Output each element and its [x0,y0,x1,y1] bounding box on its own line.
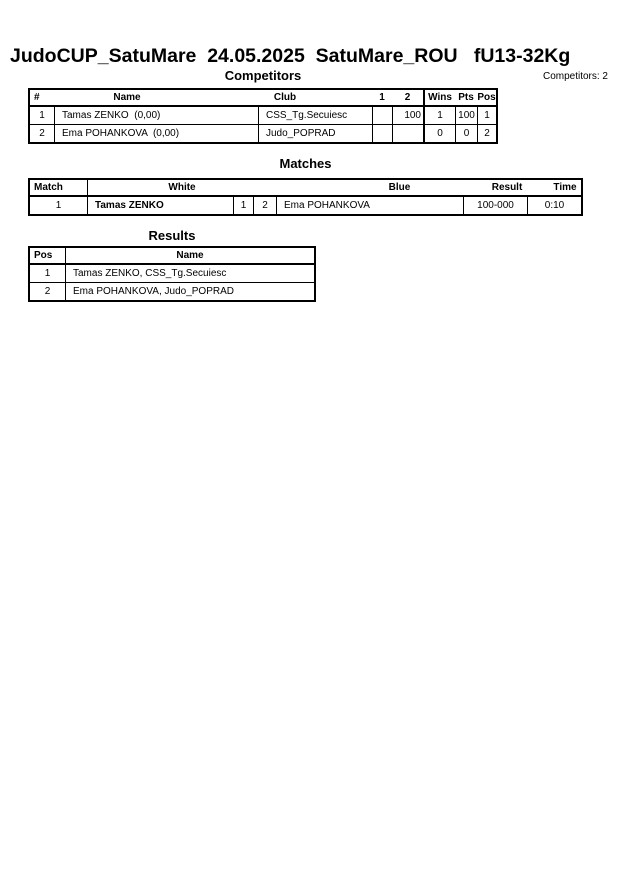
competitor-wins: 0 [423,125,455,142]
result-row [30,282,314,300]
competitor-row [30,107,496,124]
competitor-pts: 100 [455,107,477,124]
match-blue-number: 2 [253,197,276,214]
header-cell-club: Club [273,92,297,103]
header-cell-blue: Blue [388,182,411,193]
competitor-number: 1 [39,110,45,121]
matches-header-row [30,180,581,197]
header-cell-round2: 2 [404,92,411,103]
results-header-row [30,248,314,265]
match-blue-name: Ema POHANKOVA [276,197,463,214]
header-cell-white: White [87,180,276,195]
competitor-name: Ema POHANKOVA (0,00) [54,125,258,142]
header-cell-name: Name [113,92,141,103]
competitor-club: CSS_Tg.Secuiesc [258,107,372,124]
competitor-wins: 1 [423,107,455,124]
competitor-round2-score [392,125,423,142]
match-time: 0:10 [527,197,581,214]
header-cell-pts: Pts [458,92,474,103]
result-name: Tamas ZENKO, CSS_Tg.Secuiesc [65,265,314,282]
results-table [28,246,316,302]
result-pos: 1 [44,268,51,279]
match-row [30,197,581,214]
competitor-row [30,124,496,142]
match-white-number: 1 [233,197,253,214]
result-row [30,265,314,282]
competitor-pos: 2 [477,125,496,142]
result-pos: 2 [44,286,51,297]
header-cell-result: Result [491,182,523,193]
header-cell-number: # [34,92,40,103]
result-name: Ema POHANKOVA, Judo_POPRAD [65,283,314,300]
competitor-round2-score: 100 [392,107,423,124]
competitor-club: Judo_POPRAD [258,125,372,142]
competitors-header-row [30,90,496,107]
header-cell-round1: 1 [379,92,385,103]
competitor-name: Tamas ZENKO (0,00) [54,107,258,124]
competitor-pts: 0 [455,125,477,142]
matches-table [28,178,583,216]
competitors-count-label: Competitors: 2 [542,71,608,82]
page-title: JudoCUP_SatuMare 24.05.2025 SatuMare_ROU fU13-32Kg [10,45,571,67]
header-cell-name: Name [65,248,314,263]
match-number: 1 [55,200,62,211]
match-result: 100-000 [463,197,527,214]
competitor-pos: 1 [477,107,496,124]
competitors-heading: Competitors [224,68,302,83]
header-cell-pos: Pos [477,92,496,103]
results-heading: Results [148,228,196,243]
competitors-table [28,88,498,144]
header-cell-time: Time [553,182,577,193]
competitor-round1-score [372,107,392,124]
competitor-number: 2 [39,128,45,139]
header-cell-wins: Wins [423,90,455,105]
competitor-round1-score [372,125,392,142]
matches-heading: Matches [279,156,332,171]
match-white-name: Tamas ZENKO [87,197,233,214]
header-cell-pos: Pos [34,250,53,261]
header-cell-match: Match [34,182,63,193]
